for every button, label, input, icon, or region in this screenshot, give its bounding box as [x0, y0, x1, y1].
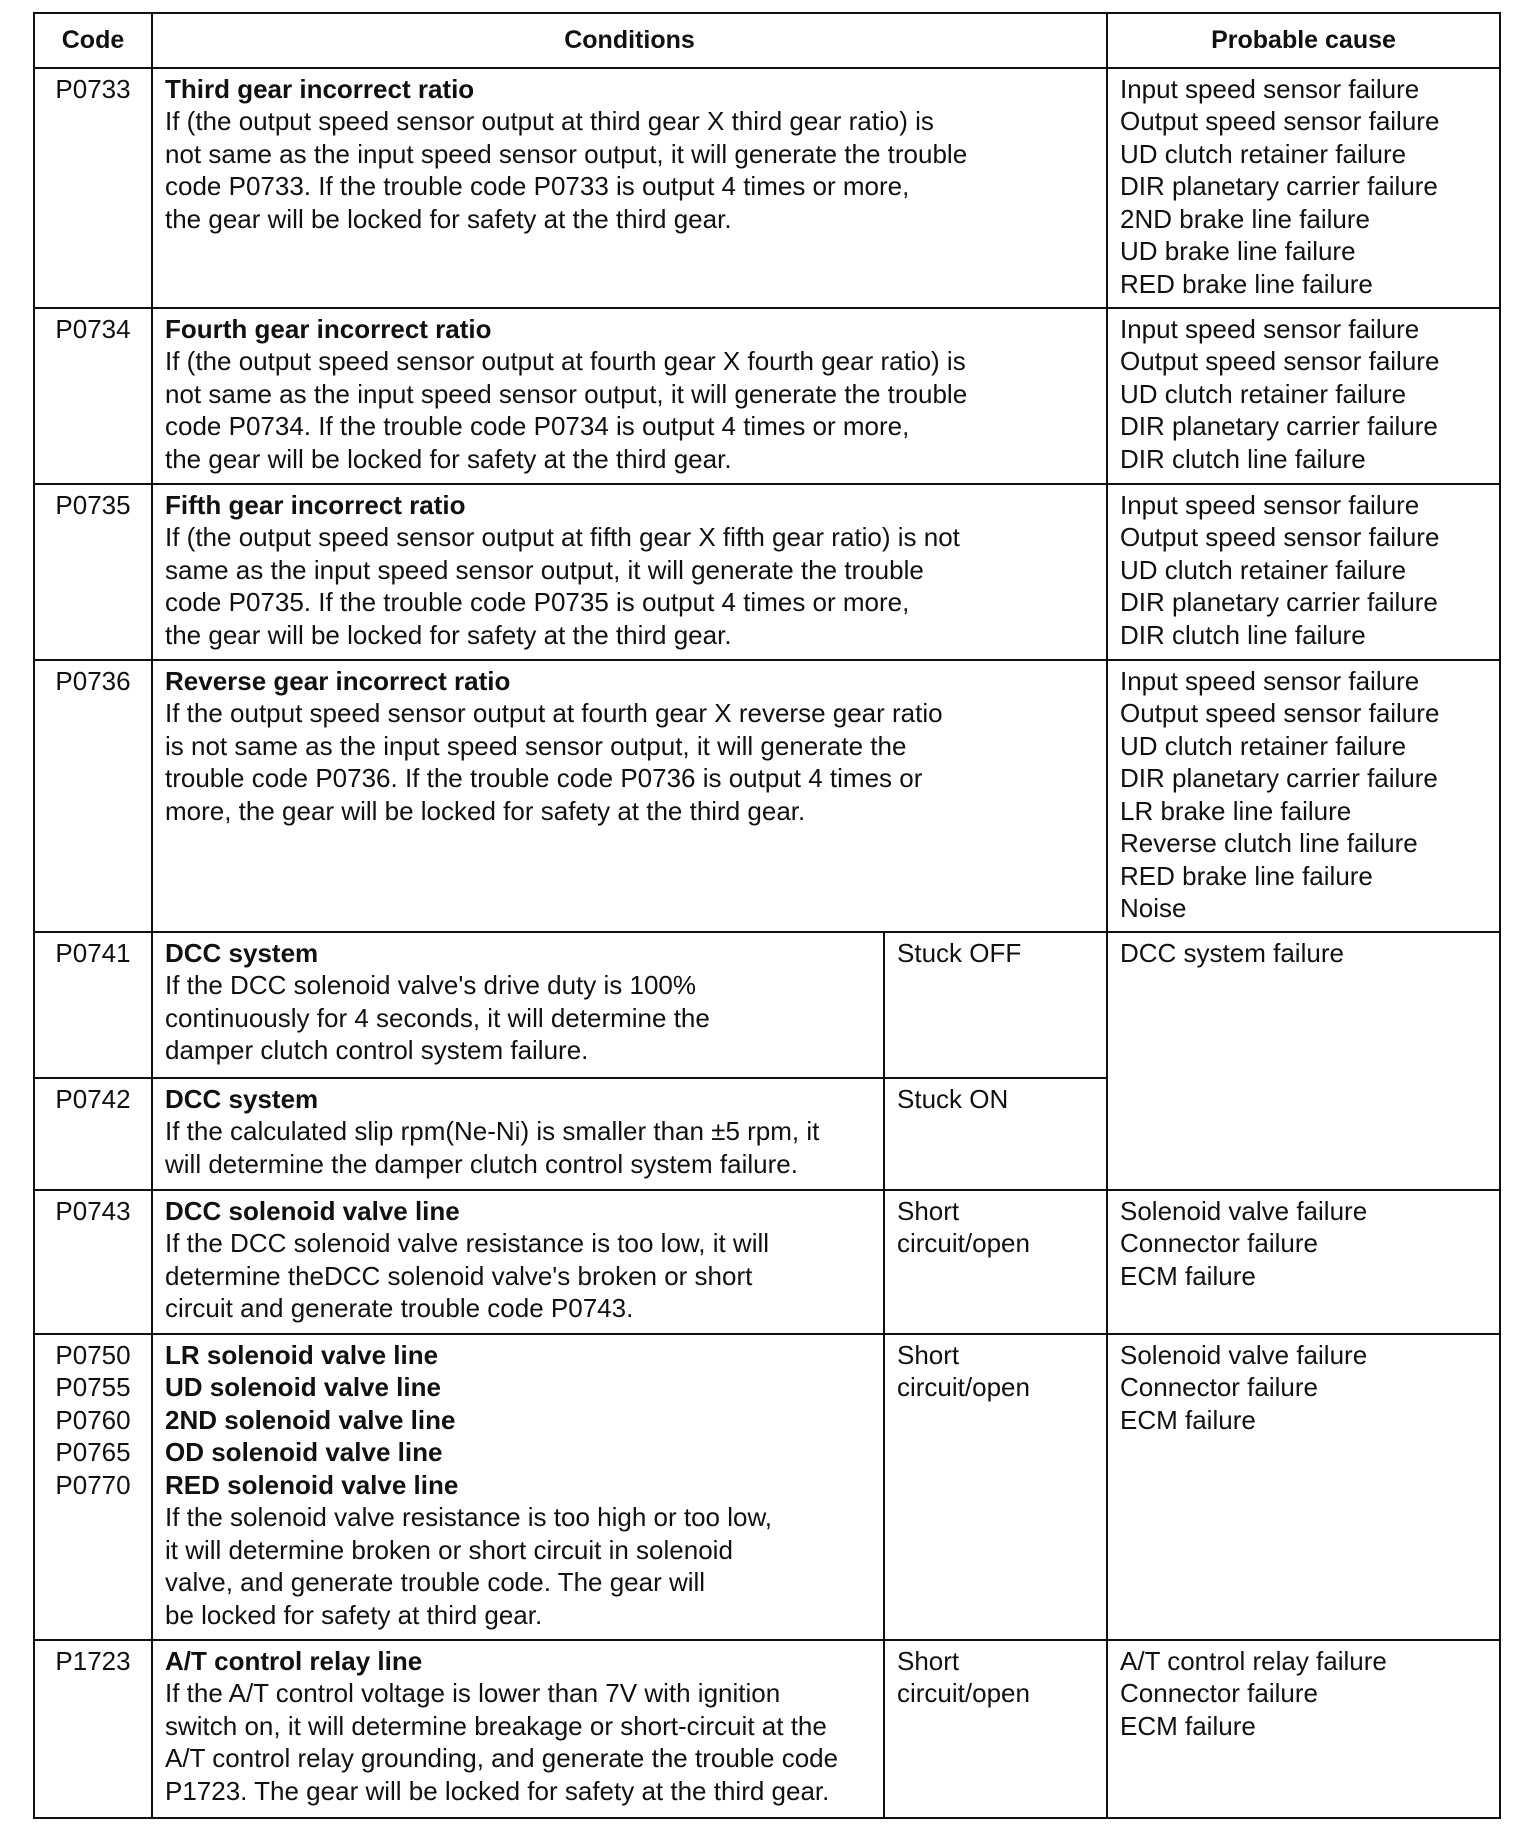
cause-item: Connector failure: [1120, 1372, 1318, 1402]
code-cell: [34, 1078, 152, 1190]
table-row: [34, 1190, 1500, 1334]
cause-item: UD clutch retainer failure: [1120, 138, 1407, 169]
status-cell: [884, 1078, 1107, 1190]
dtc-table: [33, 12, 1501, 1819]
condition-text: be locked for safety at third gear.: [165, 1599, 543, 1630]
cause-item: ECM failure: [1120, 1710, 1256, 1741]
cause-item: Output speed sensor failure: [1120, 106, 1440, 136]
condition-text: circuit and generate trouble code P0743.: [165, 1293, 634, 1323]
condition-title: LR solenoid valve line: [165, 1339, 439, 1370]
cause-item: Reverse clutch line failure: [1120, 828, 1418, 858]
conditions-cell: [152, 484, 1107, 660]
condition-title: UD solenoid valve line: [165, 1372, 441, 1402]
cause-item: UD clutch retainer failure: [1120, 730, 1407, 761]
condition-title: DCC system: [165, 937, 319, 968]
conditions-cell: [152, 1334, 884, 1640]
cause-item: Solenoid valve failure: [1120, 1339, 1368, 1370]
condition-text: same as the input speed sensor output, it will generate the trouble: [165, 554, 924, 585]
condition-text: code P0734. If the trouble code P0734 is output 4 times or more,: [165, 411, 910, 441]
table-row: [34, 484, 1500, 660]
condition-text: If (the output speed sensor output at third gear X third gear ratio) is: [165, 106, 934, 136]
condition-text: not same as the input speed sensor output, it will generate the trouble: [165, 378, 968, 409]
fault-status: Stuck OFF: [897, 937, 1022, 968]
condition-text: A/T control relay grounding, and generate the trouble code: [165, 1743, 839, 1773]
condition-text: valve, and generate trouble code. The gear will: [165, 1567, 706, 1597]
condition-text: will determine the damper clutch control system failure.: [165, 1148, 798, 1179]
cause-item: UD brake line failure: [1120, 236, 1356, 266]
condition-title: RED solenoid valve line: [165, 1469, 459, 1500]
table-row: [34, 660, 1500, 932]
conditions-cell: [152, 68, 1107, 308]
code-cell: [34, 484, 152, 660]
cause-item: Input speed sensor failure: [1120, 665, 1420, 696]
code-cell: [34, 660, 152, 932]
dtc-code: P0742: [55, 1083, 131, 1114]
status-cell: [884, 1640, 1107, 1818]
dtc-code: P0734: [55, 313, 131, 344]
condition-text: continuously for 4 seconds, it will determine the: [165, 1002, 710, 1033]
condition-text: If the DCC solenoid valve resistance is too low, it will: [165, 1228, 770, 1258]
cause-item: Noise: [1120, 893, 1187, 923]
condition-text: code P0735. If the trouble code P0735 is output 4 times or more,: [165, 587, 910, 617]
dtc-code: P0750: [55, 1339, 131, 1370]
cause-item: DIR planetary carrier failure: [1120, 587, 1438, 617]
dtc-code: P0743: [55, 1195, 131, 1226]
condition-text: If the calculated slip rpm(Ne-Ni) is smaller than ±5 rpm, it: [165, 1116, 820, 1146]
cause-item: UD clutch retainer failure: [1120, 554, 1407, 585]
condition-text: If (the output speed sensor output at fourth gear X fourth gear ratio) is: [165, 346, 966, 376]
fault-status: Short: [897, 1339, 960, 1370]
condition-title: Third gear incorrect ratio: [165, 73, 475, 104]
condition-text: If the solenoid valve resistance is too high or too low,: [165, 1502, 773, 1532]
cause-item: Output speed sensor failure: [1120, 522, 1440, 552]
dtc-code: P0755: [55, 1372, 131, 1402]
condition-text: switch on, it will determine breakage or short-circuit at the: [165, 1710, 827, 1741]
probable-cause-cell: [1107, 932, 1500, 1190]
condition-text: If the output speed sensor output at fourth gear X reverse gear ratio: [165, 698, 943, 728]
fault-status: circuit/open: [897, 1678, 1030, 1708]
probable-cause-cell: [1107, 1640, 1500, 1818]
status-cell: [884, 1190, 1107, 1334]
condition-text: more, the gear will be locked for safety at the third gear.: [165, 795, 806, 826]
cause-item: Input speed sensor failure: [1120, 489, 1420, 520]
condition-text: not same as the input speed sensor output, it will generate the trouble: [165, 138, 968, 169]
cause-item: DIR clutch line failure: [1120, 443, 1366, 474]
header-conditions: Conditions: [152, 13, 1107, 68]
probable-cause-cell: [1107, 1190, 1500, 1334]
table-row: [34, 68, 1500, 308]
probable-cause-cell: [1107, 308, 1500, 484]
cause-item: DIR planetary carrier failure: [1120, 411, 1438, 441]
cause-item: A/T control relay failure: [1120, 1645, 1387, 1676]
header-code: Code: [34, 13, 152, 68]
cause-item: Input speed sensor failure: [1120, 73, 1420, 104]
cause-item: Output speed sensor failure: [1120, 698, 1440, 728]
code-cell: [34, 1190, 152, 1334]
fault-status: circuit/open: [897, 1372, 1030, 1402]
cause-item: RED brake line failure: [1120, 268, 1373, 299]
condition-text: damper clutch control system failure.: [165, 1035, 589, 1065]
condition-text: determine theDCC solenoid valve's broken or short: [165, 1260, 753, 1291]
status-cell: [884, 932, 1107, 1078]
condition-text: If the DCC solenoid valve's drive duty is 100%: [165, 970, 696, 1000]
condition-text: it will determine broken or short circuit in solenoid: [165, 1534, 733, 1565]
dtc-code: P1723: [55, 1645, 131, 1676]
cause-item: LR brake line failure: [1120, 795, 1352, 826]
condition-text: the gear will be locked for safety at the third gear.: [165, 443, 732, 474]
probable-cause-cell: [1107, 660, 1500, 932]
probable-cause-cell: [1107, 484, 1500, 660]
header-probable-cause: Probable cause: [1107, 13, 1500, 68]
cause-item: DIR planetary carrier failure: [1120, 763, 1438, 793]
dtc-code: P0733: [55, 73, 131, 104]
code-cell: [34, 932, 152, 1078]
conditions-cell: [152, 308, 1107, 484]
probable-cause-cell: [1107, 68, 1500, 308]
fault-status: circuit/open: [897, 1228, 1030, 1258]
conditions-cell: [152, 1190, 884, 1334]
condition-title: A/T control relay line: [165, 1645, 423, 1676]
cause-item: 2ND brake line failure: [1120, 203, 1371, 234]
condition-title: Reverse gear incorrect ratio: [165, 665, 511, 696]
condition-text: P1723. The gear will be locked for safety at the third gear.: [165, 1775, 830, 1806]
cause-item: DIR clutch line failure: [1120, 619, 1366, 650]
dtc-code: P0765: [55, 1437, 131, 1467]
table-row: [34, 1334, 1500, 1640]
cause-item: DCC system failure: [1120, 937, 1344, 968]
dtc-code: P0735: [55, 489, 131, 520]
code-cell: [34, 308, 152, 484]
condition-text: the gear will be locked for safety at the third gear.: [165, 203, 732, 234]
condition-text: the gear will be locked for safety at the third gear.: [165, 619, 732, 650]
conditions-cell: [152, 1640, 884, 1818]
code-cell: [34, 1640, 152, 1818]
cause-item: UD clutch retainer failure: [1120, 378, 1407, 409]
condition-title: Fourth gear incorrect ratio: [165, 313, 492, 344]
conditions-cell: [152, 1078, 884, 1190]
conditions-cell: [152, 932, 884, 1078]
dtc-code: P0770: [55, 1469, 131, 1500]
table-row: [34, 308, 1500, 484]
condition-title: DCC system: [165, 1083, 319, 1114]
table-row: [34, 932, 1500, 1078]
conditions-cell: [152, 660, 1107, 932]
condition-text: If the A/T control voltage is lower than 7V with ignition: [165, 1678, 781, 1708]
cause-item: Output speed sensor failure: [1120, 346, 1440, 376]
cause-item: ECM failure: [1120, 1260, 1256, 1291]
dtc-code: P0736: [55, 665, 131, 696]
cause-item: RED brake line failure: [1120, 860, 1373, 891]
cause-item: Connector failure: [1120, 1678, 1318, 1708]
table-header-row: [34, 13, 1500, 68]
table-row: [34, 1640, 1500, 1818]
cause-item: Input speed sensor failure: [1120, 313, 1420, 344]
cause-item: DIR planetary carrier failure: [1120, 171, 1438, 201]
condition-text: If (the output speed sensor output at fifth gear X fifth gear ratio) is not: [165, 522, 960, 552]
cause-item: Connector failure: [1120, 1228, 1318, 1258]
cause-item: Solenoid valve failure: [1120, 1195, 1368, 1226]
code-cell: [34, 1334, 152, 1640]
condition-title: DCC solenoid valve line: [165, 1195, 460, 1226]
fault-status: Stuck ON: [897, 1083, 1009, 1114]
dtc-code: P0741: [55, 937, 131, 968]
cause-item: ECM failure: [1120, 1404, 1256, 1435]
dtc-code: P0760: [55, 1404, 131, 1435]
condition-title: 2ND solenoid valve line: [165, 1404, 456, 1435]
fault-status: Short: [897, 1645, 960, 1676]
condition-text: trouble code P0736. If the trouble code P0736 is output 4 times or: [165, 763, 923, 793]
condition-title: OD solenoid valve line: [165, 1437, 443, 1467]
condition-text: is not same as the input speed sensor output, it will generate the: [165, 730, 907, 761]
code-cell: [34, 68, 152, 308]
probable-cause-cell: [1107, 1334, 1500, 1640]
fault-status: Short: [897, 1195, 960, 1226]
status-cell: [884, 1334, 1107, 1640]
condition-title: Fifth gear incorrect ratio: [165, 489, 466, 520]
condition-text: code P0733. If the trouble code P0733 is output 4 times or more,: [165, 171, 910, 201]
